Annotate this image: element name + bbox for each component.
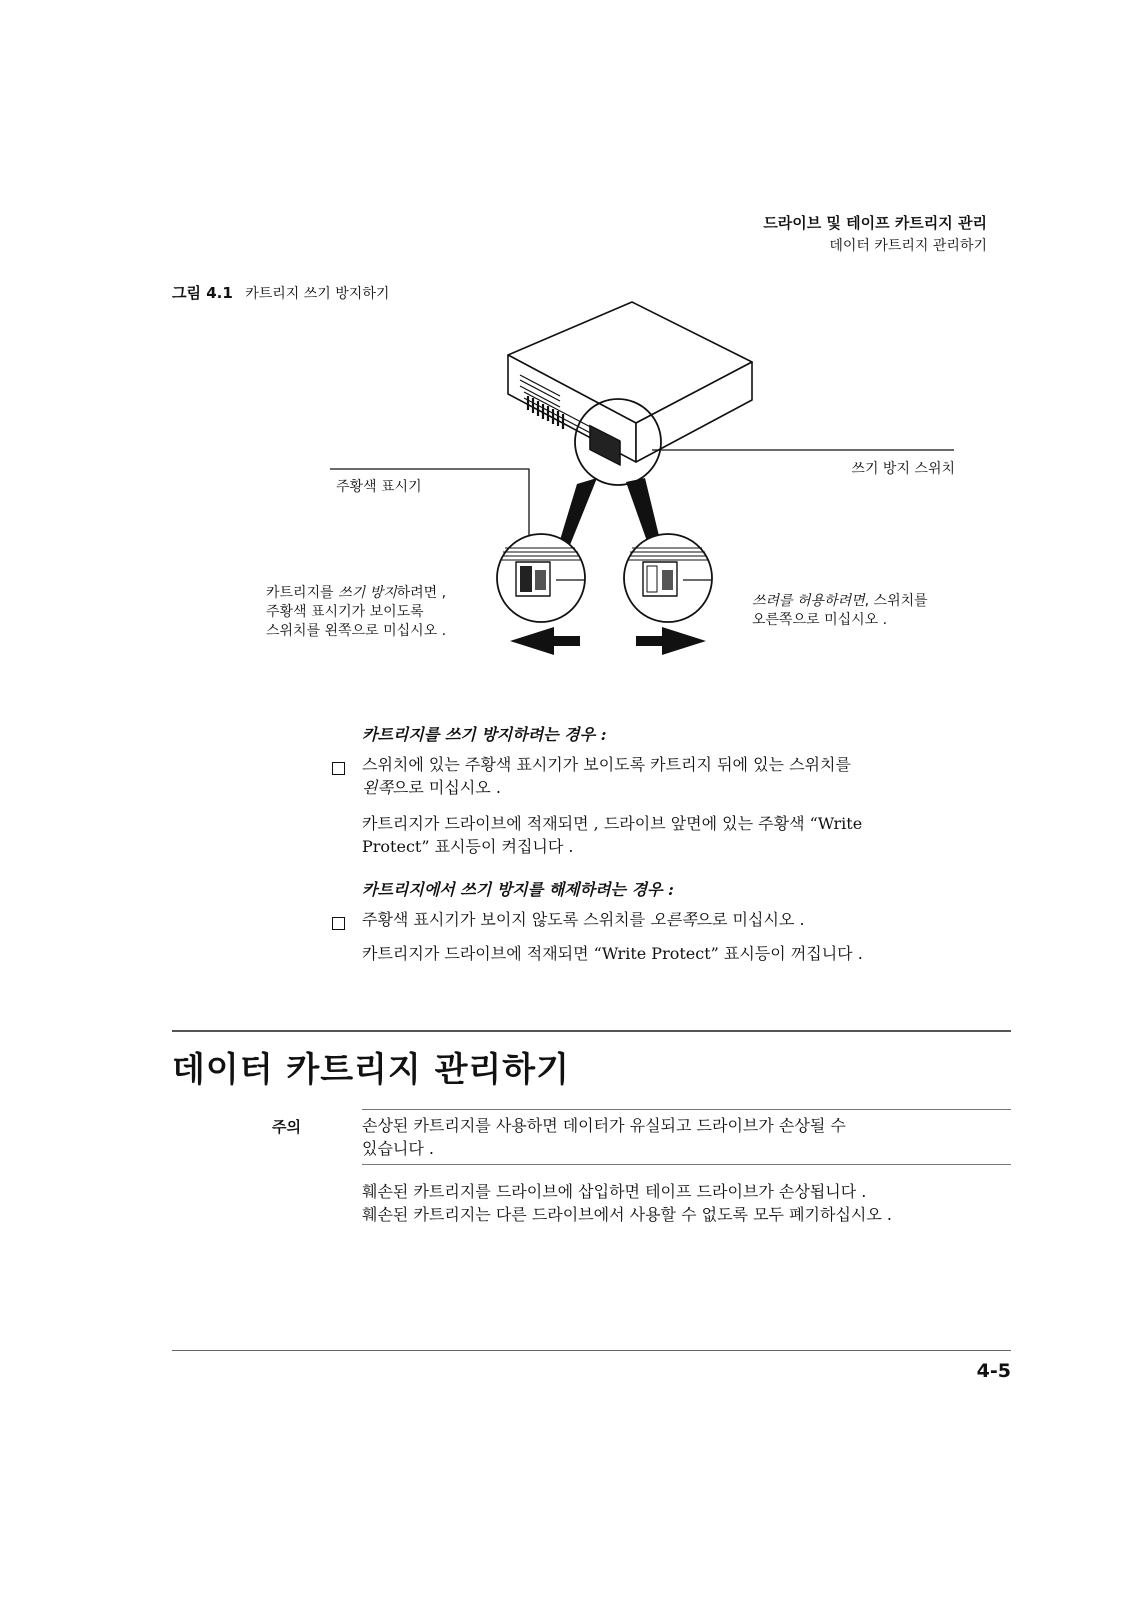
running-header-chapter: 드라이브 및 테이프 카트리지 관리 (763, 214, 987, 232)
protect-note-line1: 카트리지가 드라이브에 적재되면 , 드라이브 앞면에 있는 주황색 “Write (362, 814, 863, 833)
left-note-line2: 주황색 표시기가 보이도록 (266, 604, 424, 620)
protect-note (362, 812, 1012, 858)
caution-text (362, 1114, 1011, 1160)
unprotect-item-pre: 주황색 표시기가 보이지 않도록 스위치를 (362, 910, 651, 929)
checkbox-icon (332, 762, 345, 775)
protect-item-line2: 으로 미십시오 . (392, 778, 501, 797)
caution-line2: 있습니다 . (362, 1139, 434, 1158)
unprotect-item-post: 으로 미십시오 . (696, 910, 805, 929)
caution-top-rule (362, 1109, 1011, 1110)
unprotect-heading: 카트리지에서 쓰기 방지를 해제하려는 경우 : (362, 880, 674, 899)
caution-note2: 훼손된 카트리지는 다른 드라이브에서 사용할 수 없도록 모두 폐기하십시오 . (362, 1205, 892, 1224)
right-note-italic: 쓰려를 허용하려면 (752, 593, 865, 609)
page-number: 4-5 (976, 1360, 1011, 1382)
right-note-line1b: , 스위치를 (864, 593, 928, 609)
caution-note1: 훼손된 카트리지를 드라이브에 삽입하면 테이프 드라이브가 손상됩니다 . (362, 1182, 867, 1201)
protect-heading: 카트리지를 쓰기 방지하려는 경우 : (362, 725, 607, 744)
protect-item-italic: 왼쪽 (362, 778, 393, 797)
footer-rule (172, 1350, 1011, 1351)
right-note-line2: 오른쪽으로 미십시오 . (752, 612, 888, 628)
label-orange-indicator: 주황색 표시기 (336, 479, 422, 495)
section-title: 데이터 카트리지 관리하기 (172, 1050, 570, 1090)
protect-item (362, 753, 1012, 799)
unprotect-item (362, 908, 805, 931)
caution-bottom-rule (362, 1164, 1011, 1165)
section-rule (172, 1030, 1011, 1032)
caution-label: 주의 (272, 1118, 301, 1136)
protect-note-line2: Protect” 표시등이 켜집니다 . (362, 837, 574, 856)
figure-number: 그림 4.1 (172, 284, 233, 302)
figure-title: 카트리지 쓰기 방지하기 (245, 286, 390, 302)
cartridge-illustration (0, 0, 1131, 700)
left-note (266, 584, 446, 641)
caution-notes (362, 1180, 892, 1226)
left-note-line1a: 카트리지를 (266, 585, 339, 601)
left-note-line1c: 하려면 , (396, 585, 447, 601)
arrow-right-icon (636, 627, 706, 655)
left-note-line3: 스위치를 왼쪽으로 미십시오 . (266, 623, 447, 639)
arrow-left-icon (510, 627, 580, 655)
label-write-protect-switch: 쓰기 방지 스위치 (851, 461, 955, 477)
caution-line1: 손상된 카트리지를 사용하면 데이터가 유실되고 드라이브가 손상될 수 (362, 1116, 846, 1135)
right-note (752, 592, 928, 630)
unprotect-item-italic: 오른쪽 (650, 910, 697, 929)
checkbox-icon (332, 917, 345, 930)
running-header-section: 데이터 카트리지 관리하기 (829, 238, 987, 254)
left-note-italic: 쓰기 방지 (338, 585, 397, 601)
protect-item-line1: 스위치에 있는 주황색 표시기가 보이도록 카트리지 뒤에 있는 스위치를 (362, 755, 851, 774)
unprotect-note: 카트리지가 드라이브에 적재되면 “Write Protect” 표시등이 꺼집니다 . (362, 944, 863, 963)
